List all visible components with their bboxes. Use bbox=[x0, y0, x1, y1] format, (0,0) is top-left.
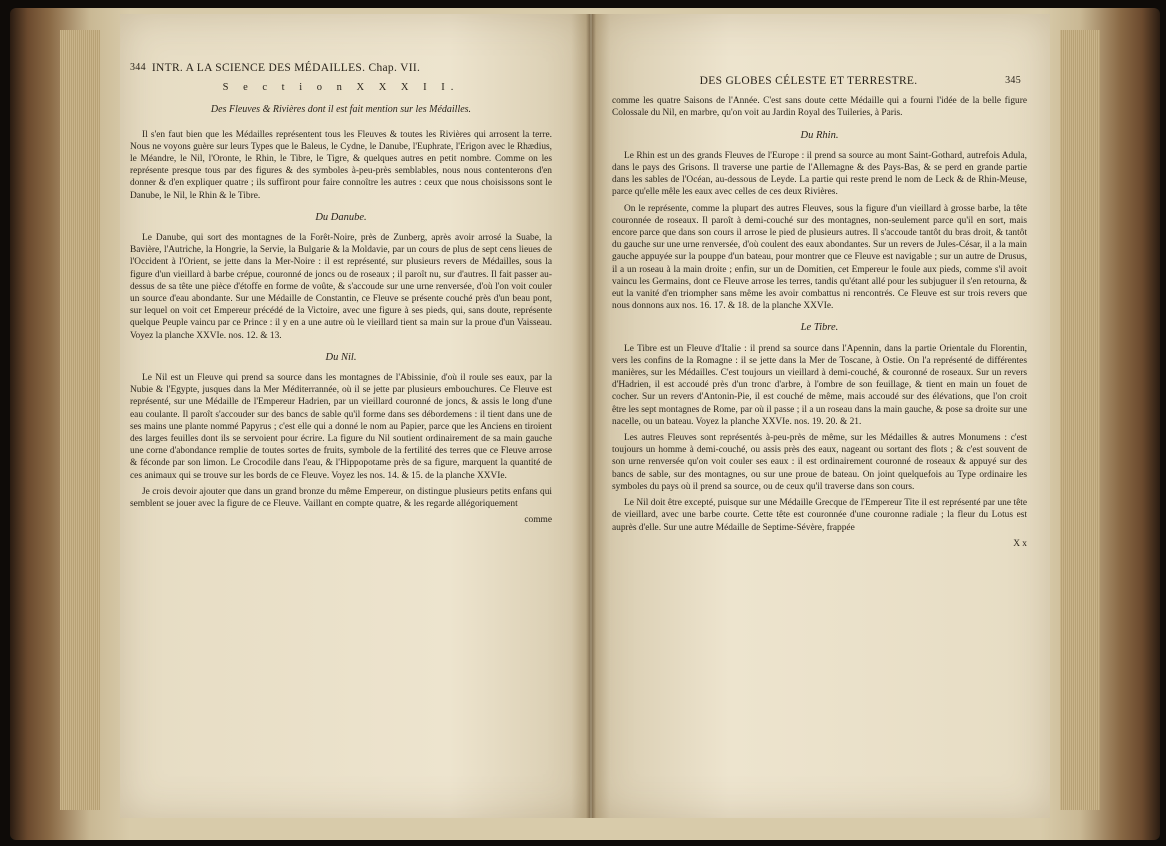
danube-paragraph: Le Danube, qui sort des montagnes de la Forêt-Noire, près de Zunberg, après avoir arrosé la Suabe, la Bavière, l'Autriche, la Hongrie, la Servie, la Bulgarie & la Moldavie, par un cours de plus de sept cens lieues de l'Occident à l'Orient, se jette dans la Mer-Noire : il est représenté, sur plusieurs revers de Médailles, sous la figure d'un vieillard à barbe crépue, couronné de joncs ou de roseaux ; il paroît nu, sur d'autres. Il fait passer au-dessus de sa tête une pièce d'étoffe en forme de voûte, & s'accoude sur une urne renversée, d'où l'on voit couler un source d'eau abondante. Sur une Médaille de Constantin, ce Fleuve se présente couché près d'un beau pont, sur lequel on voit cet Empereur précédé de la Victoire, avec une figure à ses pieds, qui, sans doute, représente quelque Peuple vaincu par ce Prince : il y en a une autre où le vieillard tient sa main sur la proue d'un Vaisseau. Voyez la planche XXVIe. nos. 12. & 13. bbox=[130, 233, 552, 341]
right-page-text bbox=[612, 75, 1027, 550]
left-page-edges bbox=[60, 30, 100, 810]
left-running-head bbox=[130, 62, 552, 74]
catchword: comme bbox=[524, 515, 552, 526]
right-running-title: DES GLOBES CÉLESTE ET TERRESTRE. bbox=[699, 75, 918, 87]
nil-paragraph: Le Nil est un Fleuve qui prend sa source dans les montagnes de l'Abissinie, d'où il roule ses eaux, par la Nubie & l'Egypte, jusques dans la Mer Méditerrannée, où il se jette par plusieurs embouchures. Ce Fleuve est représenté, sur une Médaille de l'Empereur Hadrien, par un vieillard couronné de joncs, & assis le long d'une eau coulante. Il paroît s'accouder sur des bancs de sable qu'il forme dans ses débordemens : il tient dans une de ses mains une plante nommé Papyrus ; c'est elle qui a donné le nom au Papier, parce que les Anciens en tiroient des larges feuilles dont ils se servoient pour écrire. La figure du Nil soutient ordinairement de sa main gauche une corne d'abondance remplie de toutes sortes de fruits, symbole de la fertilité des terres que ce Fleuve arrose & féconde par son limon. Le Crocodile dans l'eau, & l'Hippopotame près de sa figure, marquent la quantité de ces animaux qui se trouve sur les bords de ce Fleuve. Voyez les nos. 14. & 15. de la planche XXVIe. bbox=[130, 373, 552, 481]
last-paragraph: Je crois devoir ajouter que dans un grand bronze du même Empereur, on distingue plusieurs petits enfans qui semblent se jouer avec la figure de ce Fleuve. Vaillant en compte quatre, & les regarde allégoriquement bbox=[130, 486, 552, 510]
nil-heading: Du Nil. bbox=[325, 351, 357, 363]
right-page-edges bbox=[1060, 30, 1100, 810]
opening-paragraph: comme les quatre Saisons de l'Année. C'est sans doute cette Médaille qui a fourni l'idée de la belle figure Colossale du Nil, en marbre, qu'on voit au Jardin Royal des Tuileries, à Paris. bbox=[612, 96, 1027, 119]
section-title: S e c t i o n X X X I I. bbox=[222, 82, 460, 94]
left-running-title: INTR. A LA SCIENCE DES MÉDAILLES. Chap. VII. bbox=[151, 62, 421, 74]
rhin-paragraph-2: On le représente, comme la plupart des autres Fleuves, sous la figure d'un vieillard à grosse barbe, la tête couronnée de roseaux. Il paroît à demi-couché sur des montagnes, non-seulement parce qu'il en sort, mais encore parce que dans son cours il arrose le pied de plusieurs autres. Il s'accoude tantôt du bras droit, & tantôt du gauche sur une urne renversée, d'où coulent des eaux abondantes. Sur un revers de Jules-César, il a la main gauche appuyée sur la pouppe d'un bateau, pour montrer que ce Fleuve est navigable ; sur un autre de Drusus, il a un roseau à la main droite ; enfin, sur un de Domitien, cet Empereur le foule aux pieds, comme s'il avoit vaincu les Germains, dont ce Fleuve arrose les terres, tandis qu'étant allé pour les subjuguer il s'en retourna, & eut la vanité d'en triompher sans même les avoir combattus ni rencontrés. Ce Fleuve est sur trois revers que nous donnons aux nos. 16. 17. & 18. de la planche XXVIe. bbox=[612, 203, 1027, 312]
tibre-paragraph-2: Les autres Fleuves sont représentés à-peu-près de même, sur les Médailles & autres Monumens : c'est toujours un homme à demi-couché, ou assis près des eaux, nageant ou sortant des flots ; & c'est souvent de son urne renversée qu'on voit couler ses eaux : il est ordinairement couronné de roseaux & appuyé sur des bancs de sable, sur des montagnes, ou sur une proue de bateau. On joint quelquefois au Type ordinaire les symboles du pays où il prend sa source, ou de ceux qu'il traverse dans son cours. bbox=[612, 433, 1027, 492]
rhin-paragraph-1: Le Rhin est un des grands Fleuves de l'Europe : il prend sa source au mont Saint-Gothard, autrefois Adula, dans le pays des Grisons. Il traverse une partie de l'Allemagne & des Pays-Bas, & se perd en grande partie dans les sables de l'Océan, au-dessous de Leyde. La partie qui reste prend le nom de Leck & de Rhin-Meuse, parce qu'elle mêle les eaux avec celles de ces deux Rivières. bbox=[612, 150, 1027, 198]
intro-paragraph: Il s'en faut bien que les Médailles représentent tous les Fleuves & toutes les Rivières qui arrosent la terre. Nous ne voyons guère sur leurs Types que le Baleus, le Cydne, le Danube, l'Euphrate, l'Erigon avec le Rhædius, le Méandre, le Nil, l'Oronte, le Rhin, le Tibre, le Tigre, & quelques autres en petit nombre. Comme on les représente presque tous par des figures & des symboles à-peu-près semblables, nous nous contenterons d'en donner & d'en expliquer quatre ; ils suffiront pour faire connoître les autres : ceux que nous choisissons sont le Danube, le Nil, le Rhin & le Tibre. bbox=[130, 129, 552, 201]
danube-heading: Du Danube. bbox=[315, 211, 367, 223]
tibre-paragraph-3: Le Nil doit être excepté, puisque sur une Médaille Grecque de l'Empereur Tite il est représenté par une tête de vieillard, avec une barbe courte. Cette tête est couronnée d'une couronne radiale ; la fleur du Lotus est auprès d'elle. Sur une autre Médaille de Septime-Sévère, frappée bbox=[612, 498, 1027, 533]
book-gutter bbox=[586, 14, 596, 818]
tibre-heading: Le Tibre. bbox=[800, 322, 839, 334]
left-page-number: 344 bbox=[130, 62, 146, 73]
right-page-number: 345 bbox=[1005, 75, 1021, 86]
signature-mark: X x bbox=[1013, 538, 1027, 549]
section-subtitle: Des Fleuves & Rivières dont il est fait mention sur les Médailles. bbox=[210, 104, 472, 116]
right-running-head bbox=[612, 75, 1027, 87]
rhin-heading: Du Rhin. bbox=[800, 129, 839, 141]
left-page-text bbox=[130, 62, 552, 527]
tibre-paragraph-1: Le Tibre est un Fleuve d'Italie : il prend sa source dans l'Apennin, dans la partie Orientale du Florentin, vers les confins de la Romagne : il se jette dans la Mer de Toscane, à Ostie. On l'a représenté de différentes manières, sur les Médailles. C'est toujours un vieillard à demi-couché, & couronné de roseaux. Sur un revers d'Hadrien, il est accoudé près d'un tronc d'arbre, à l'ombre de son feuillage, & tient en main un fouet de cocher. Sur un revers d'Antonin-Pie, il est couché de même, mais accoudé sur des élévations, que l'on croit être les sept montagnes de Rome, par où il passe ; il a un roseau dans la main gauche, & pose sa droite sur une nacelle, ou un bateau. Voyez la planche XXVIe. nos. 19. 20. & 21. bbox=[612, 343, 1027, 427]
